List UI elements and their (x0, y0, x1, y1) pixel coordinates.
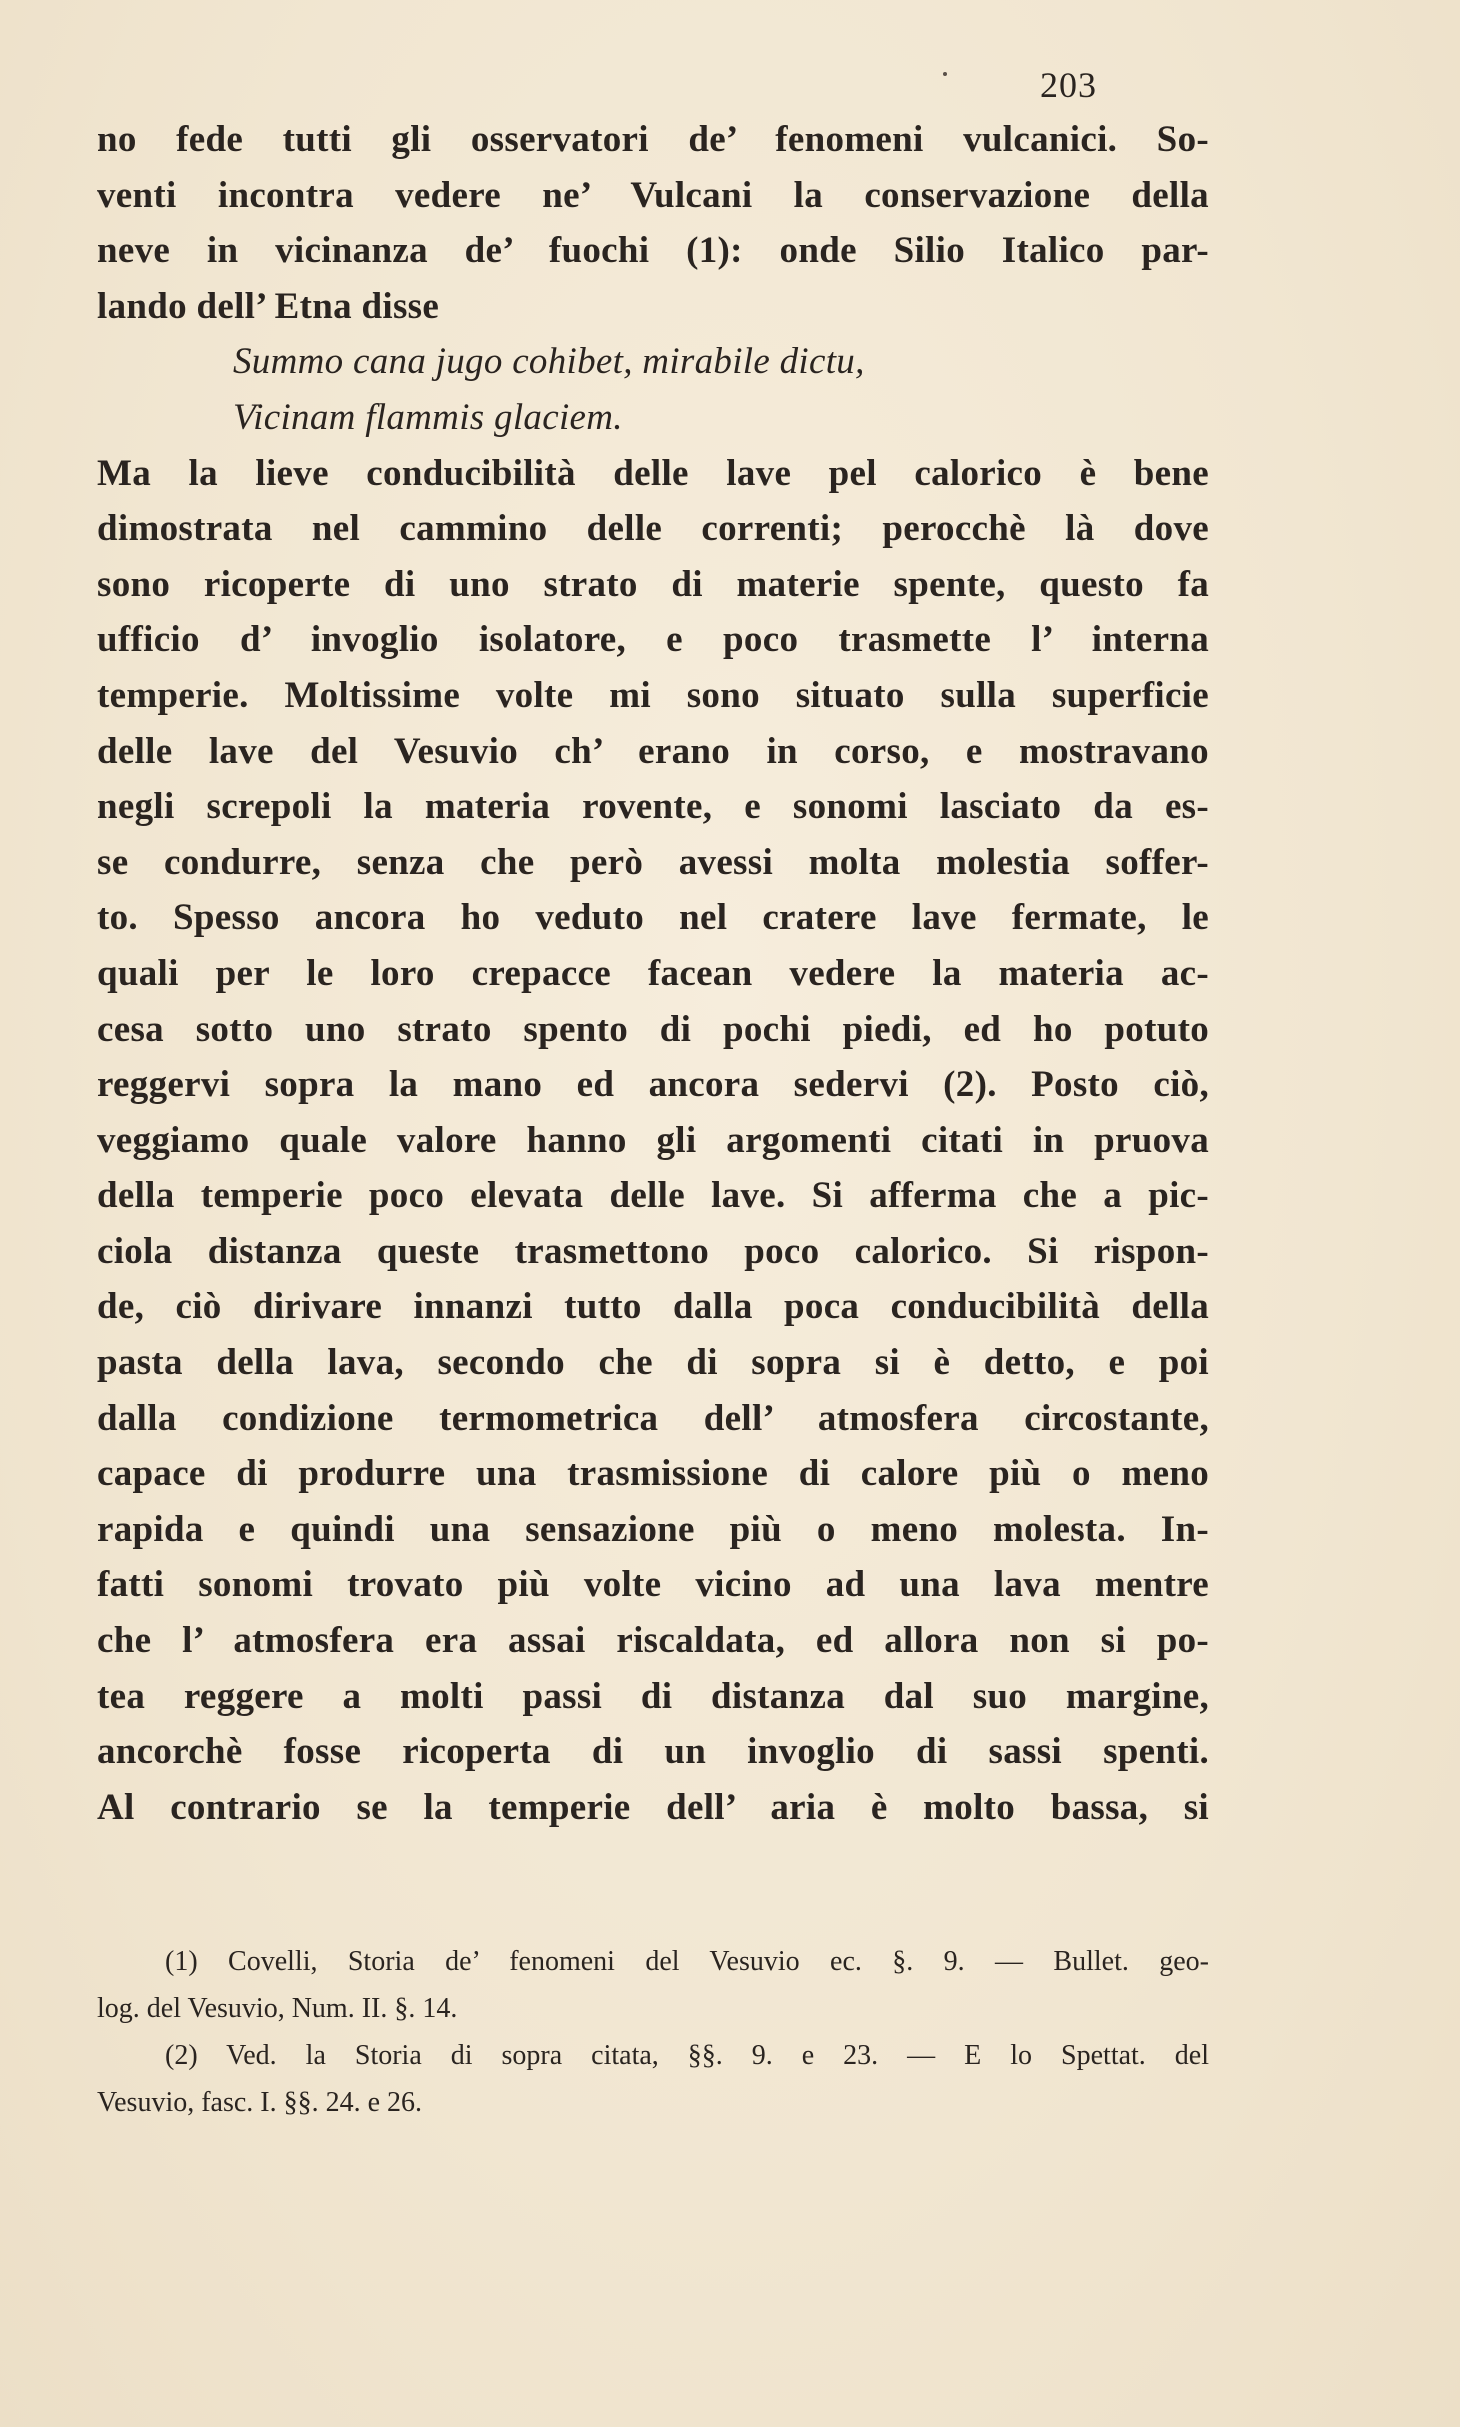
text-line: de, ciò dirivare innanzi tutto dalla poca conducibilità della (97, 1286, 1209, 1328)
footnotes (97, 1938, 1209, 2126)
footnote-line: (1) Covelli, Storia de’ fenomeni del Vesuvio ec. §. 9. — Bullet. geo- (165, 1946, 1209, 1977)
text-line: temperie. Moltissime volte mi sono situato sulla superficie (97, 674, 1209, 716)
text-line: ufficio d’ invoglio isolatore, e poco trasmette l’ interna (97, 619, 1209, 661)
text-line: rapida e quindi una sensazione più o meno molesta. In- (97, 1508, 1209, 1550)
text-line: della temperie poco elevata delle lave. Si afferma che a pic- (97, 1175, 1209, 1217)
stray-mark (943, 72, 947, 76)
text-line: capace di produrre una trasmissione di calore più o meno (97, 1453, 1209, 1495)
text-line: reggervi sopra la mano ed ancora sedervi (2). Posto ciò, (97, 1064, 1209, 1106)
verse-line: Summo cana jugo cohibet, mirabile dictu, (233, 341, 865, 383)
text-line: venti incontra vedere ne’ Vulcani la conservazione della (97, 174, 1209, 216)
text-line: negli screpoli la materia rovente, e sonomi lasciato da es- (97, 786, 1209, 828)
text-line: quali per le loro crepacce facean vedere la materia ac- (97, 952, 1209, 994)
text-line: veggiamo quale valore hanno gli argomenti citati in pruova (97, 1119, 1209, 1161)
text-line: lando dell’ Etna disse (97, 285, 440, 327)
text-line: Al contrario se la temperie dell’ aria è molto bassa, si (97, 1786, 1209, 1828)
text-line: ancorchè fosse ricoperta di un invoglio di sassi spenti. (97, 1731, 1209, 1773)
footnote-line: log. del Vesuvio, Num. II. §. 14. (97, 1993, 458, 2024)
text-line: che l’ atmosfera era assai riscaldata, ed allora non si po- (97, 1620, 1209, 1662)
text-line: delle lave del Vesuvio ch’ erano in corso, e mostravano (97, 730, 1209, 772)
text-line: cesa sotto uno strato spento di pochi piedi, ed ho potuto (97, 1008, 1209, 1050)
text-line: ciola distanza queste trasmettono poco calorico. Si rispon- (97, 1230, 1209, 1272)
text-line: se condurre, senza che però avessi molta molestia soffer- (97, 841, 1209, 883)
verse-line: Vicinam flammis glaciem. (233, 396, 623, 438)
text-line: pasta della lava, secondo che di sopra si è detto, e poi (97, 1342, 1209, 1384)
page-number: 203 (1040, 65, 1097, 105)
text-line: dalla condizione termometrica dell’ atmosfera circostante, (97, 1397, 1209, 1439)
text-line: no fede tutti gli osservatori de’ fenomeni vulcanici. So- (97, 119, 1209, 160)
text-line: Ma la lieve conducibilità delle lave pel calorico è bene (97, 452, 1209, 494)
footnote-line: Vesuvio, fasc. I. §§. 24. e 26. (97, 2087, 423, 2118)
text-line: sono ricoperte di uno strato di materie spente, questo fa (97, 563, 1209, 605)
text-line: to. Spesso ancora ho veduto nel cratere lave fermate, le (97, 897, 1209, 939)
main-text (97, 112, 1209, 1835)
text-line: fatti sonomi trovato più volte vicino ad una lava mentre (97, 1564, 1209, 1606)
text-line: tea reggere a molti passi di distanza dal suo margine, (97, 1675, 1209, 1717)
text-line: neve in vicinanza de’ fuochi (1): onde Silio Italico par- (97, 230, 1209, 272)
footnote-line: (2) Ved. la Storia di sopra citata, §§. 9. e 23. — E lo Spettat. del (165, 2040, 1209, 2071)
text-line: dimostrata nel cammino delle correnti; perocchè là dove (97, 508, 1209, 550)
